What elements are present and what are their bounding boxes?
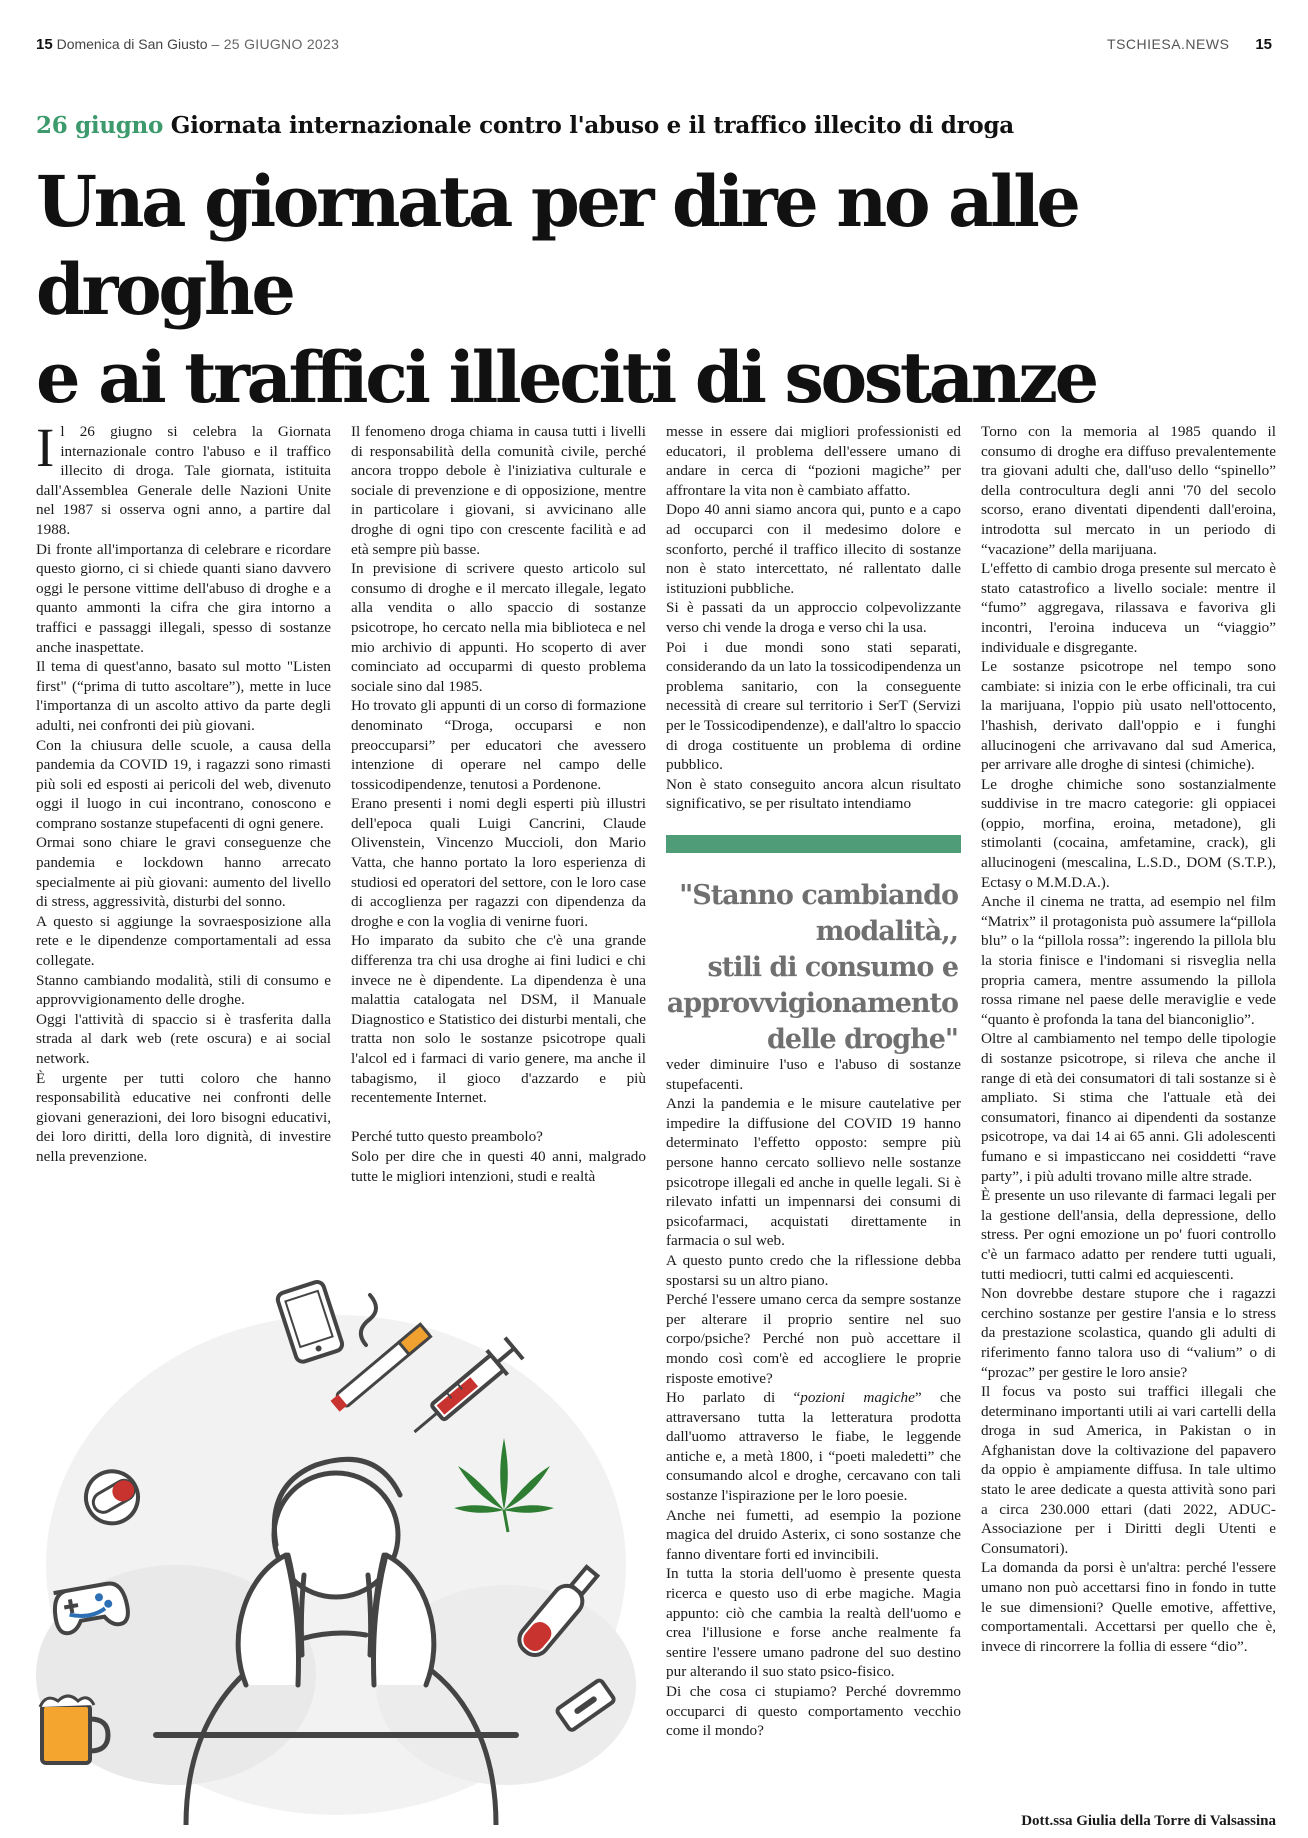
- paragraph: Solo per dire che in questi 40 anni, malgrado tutte le migliori intenzioni, studi e realtà: [351, 1147, 646, 1185]
- paragraph: messe in essere dai migliori professionisti ed educatori, il problema dell'essere umano di andare in cerca di “pozioni magiche” per affrontare la vita non è cambiato affatto.: [666, 423, 961, 499]
- paragraph: È presente un uso rilevante di farmaci legali per la gestione dell'ansia, della depressione, dello stress. Per ogni emozione un po' fuori controllo c'è un farmaco adatto per rendere tutti uguali, tutti mediocri, tutti calmi ed acquiescenti.: [981, 1187, 1276, 1283]
- paragraph: Le droghe chimiche sono sostanzialmente suddivise in tre macro categorie: gli oppiacei (oppio, morfina, eroina, metadone), gli stimolanti (cocaina, amfetamine, crack), gli allucinogeni (mescalina, L.S.D., DOM (S.T.P.), Ectasy o M.M.D.A.).: [981, 775, 1276, 891]
- kicker-text: Giornata internazionale contro l'abuso e il traffico illecito di droga: [170, 112, 1014, 139]
- kicker: [36, 112, 1014, 139]
- article-column-3-bottom: [666, 1055, 961, 1741]
- paragraph: Anzi la pandemia e le misure cautelative per impedire la diffusione del COVID 19 hanno determinato l'effetto opposto: sempre più persone hanno cercato sollievo nelle sostanze psicotrope illegali ed anche in quelle legali. Si è rilevato infatti un impennarsi dei consumi di psicofarmaci, acquistati direttamente in farmacia o sul web.: [666, 1095, 961, 1250]
- paragraph: Il focus va posto sui traffici illegali che determinano importanti utili ai vari cartelli della droga in sud America, in Pakistan o in Afghanistan dove la coltivazione del papavero da oppio è ampiamente diffusa. In tale ultimo stato le aree dedicate a questa attività sono pari a circa 230.000 ettari (dati 2022, ADUC-Associazione per i Diritti degli Utenti e Consumatori).: [981, 1383, 1276, 1557]
- publication-name: Domenica di San Giusto: [56, 36, 208, 52]
- paragraph: Con la chiusura delle scuole, a causa della pandemia da COVID 19, i ragazzi sono rimasti più soli ed esposti ai pericoli del web, divenuto oggi il luogo in cui incontrano, conoscono e comprano sostanze stupefacenti di ogni genere.: [36, 736, 331, 832]
- paragraph: Torno con la memoria al 1985 quando il consumo di droghe era diffuso prevalentemente tra giovani adulti che, dall'uso dello “spinello” della controcultura degli anni '70 del secolo scorso, erano diventati dipendenti dall'eroina, introdotta sul mercato in un periodo di “vacazione” della marijuana.: [981, 423, 1276, 558]
- running-header: [36, 36, 1272, 60]
- paragraph: Ho trovato gli appunti di un corso di formazione denominato “Droga, occuparsi e non preoccuparsi” per educatori che avessero intenzione di operare nel campo delle tossicodipendenze, tenutosi a Pordenone.: [351, 697, 646, 793]
- paragraph: A questo si aggiunge la sovraesposizione alla rete e le dipendenze comportamentali ad essa collegate.: [36, 912, 331, 970]
- article-column-1: [36, 417, 331, 1167]
- paragraph: Il tema di quest'anno, basato sul motto "Listen first" (“prima di tutto ascoltare”), mette in luce l'importanza di un ascolto attivo da parte degli adulti, nei confronti dei più giovani.: [36, 658, 331, 734]
- article-column-3-top: [666, 422, 961, 814]
- headline: [36, 158, 1276, 422]
- paragraph: Il fenomeno droga chiama in causa tutti i livelli di responsabilità della comunità civile, perché ancora troppo debole è l'iniziativa culturale e sociale di prevenzione e di opposizione, mentre in particolare i giovani, si avvicinano alle droghe di ogni tipo con crescente facilità e ad età sempre più basse.: [351, 423, 646, 558]
- pull-quote-bar: [666, 835, 961, 853]
- page-number-right: 15: [1255, 36, 1272, 53]
- paragraph: Dopo 40 anni siamo ancora qui, punto e a capo ad occuparci con il medesimo dolore e sconforto, perché il traffico illecito di sostanze non è stato intercettato, né rallentato dalle istituzioni pubbliche.: [666, 501, 961, 597]
- paragraph: Le sostanze psicotrope nel tempo sono cambiate: si inizia con le erbe officinali, tra cui la marijuana, l'oppio più usato nell'ottocento, l'hashish, derivato dall'oppio e i funghi allucinogeni che arrivavano dal sud America, per arrivare alle droghe di sintesi (chimiche).: [981, 658, 1276, 774]
- drop-cap: I: [36, 417, 55, 478]
- headline-line-1: Una giornata per dire no alle droghe: [36, 160, 1078, 331]
- paragraph: Oltre al cambiamento nel tempo delle tipologie di sostanze psicotrope, si rileva che anche il range di età dei consumatori di tali sostanze si è ampliato. Si stima che l'attuale età dei consumatori, financo ai dipendenti da sostanze psicotrope, va dai 14 ai 65 anni. Gli adolescenti fumano e si impasticcano nei cosiddetti “rave party”, i più adulti trovano mille altre strade.: [981, 1030, 1276, 1185]
- paragraph: Poi i due mondi sono stati separati, considerando da un lato la tossicodipendenza un problema sanitario, con la conseguente necessità di creare sul territorio i SerT (Servizi per le Tossicodipendenze), e dall'altro lo spaccio di droga costituente un problema di ordine pubblico.: [666, 638, 961, 774]
- paragraph: Ho parlato di “pozioni magiche” che attraversano tutta la letteratura prodotta dall'uomo attraverso le fiabe, le leggende antiche e, a metà 1800, i “poeti maledetti” che consumando alcol e droghe, cercavano con tali sostanze l'ispirazione per le loro poesie.: [666, 1389, 961, 1505]
- illustration-drug-abuse: [36, 1255, 646, 1825]
- paragraph: Non dovrebbe destare stupore che i ragazzi cerchino sostanze per gestire l'ansia e lo stress da prestazione scolastica, quando gli adulti di riferimento fanno talora uso di “valium” o di “prozac” per gestire le loro ansie?: [981, 1285, 1276, 1381]
- kicker-date: 26 giugno: [36, 112, 164, 139]
- paragraph: Anche nei fumetti, ad esempio la pozione magica del druido Asterix, ci sono sostanze che fanno diventare forti ed invincibili.: [666, 1506, 961, 1563]
- header-left: 15 Domenica di San Giusto – 25 GIUGNO 2023: [36, 36, 340, 53]
- paragraph: In previsione di scrivere questo articolo sul consumo di droghe e il mercato illegale, legato alla vendita o allo spaccio di sostanze psicotrope, ho cercato nella mia biblioteca e nel mio archivio di appunti. Ho scoperto di aver cominciato ad occuparmi di questo problema sociale sino dal 1985.: [351, 560, 646, 695]
- paragraph: L'effetto di cambio droga presente sul mercato è stato catastrofico a livello sociale: mentre il “fumo” aggregava, rilassava e favoriva gli incontri, l'eroina induceva un “viaggio” individuale e disgregante.: [981, 560, 1276, 656]
- paragraph: È urgente per tutti coloro che hanno responsabilità educative nei confronti delle giovani generazioni, dei loro bisogni educativi, dei loro diritti, della loro dignità, di investire nella prevenzione.: [36, 1069, 331, 1165]
- issue-date: 25 GIUGNO 2023: [223, 36, 340, 52]
- page-number-left: 15: [36, 36, 53, 53]
- paragraph: Il 26 giugno si celebra la Giornata internazionale contro l'abuso e il traffico illecito di droga. Tale giornata, istituita dall'Assemblea Generale delle Nazioni Unite nel 1987 si osserva ogni anno, a partire dal 1988.: [36, 417, 331, 538]
- paragraph: Oggi l'attività di spaccio si è trasferita dalla strada al dark web (rete oscura) e ai social network.: [36, 1010, 331, 1067]
- paragraph: Perché l'essere umano cerca da sempre sostanze per alterare il proprio sentire nel suo corpo/psiche? Perché non può accettare il mondo così com'è ed accogliere le proprie risposte emotive?: [666, 1291, 961, 1387]
- paragraph: Di fronte all'importanza di celebrare e ricordare questo giorno, ci si chiede quanti siano davvero oggi le persone vittime dell'abuso di droghe e a quanto ammonti la cifra che gira intorno a traffici e passaggi illegali, spesso di sostanze anche inaspettate.: [36, 540, 331, 656]
- paragraph: In tutta la storia dell'uomo è presente questa ricerca e questo uso di erbe magiche. Magia appunto: ciò che cambia la realtà dell'uomo e crea l'illusione e forse anche realmente fa sentire l'essere umano padrone del suo destino pur alterando il suo stato psico-fisico.: [666, 1565, 961, 1681]
- header-right: [1107, 36, 1272, 53]
- paragraph: Erano presenti i nomi degli esperti più illustri dell'epoca quali Luigi Cancrini, Claude Olivenstein, Vincenzo Muccioli, don Mario Vatta, che hanno portato la loro esperienza di studiosi ed operatori del settore, con le loro case di accoglienza per ragazzi con dipendenza da droghe e con la voglia di venirne fuori.: [351, 795, 646, 930]
- paragraph: Non è stato conseguito ancora alcun risultato significativo, se per risultato intendiamo: [666, 775, 961, 813]
- paragraph: A questo punto credo che la riflessione debba spostarsi su un altro piano.: [666, 1251, 961, 1289]
- article-column-4: [981, 422, 1276, 1656]
- pull-quote: "Stanno cambiando modalità,, stili di consumo e approvvigionamento delle droghe": [666, 880, 958, 1055]
- paragraph: Si è passati da un approccio colpevolizzante verso chi vende la droga e verso chi la usa.: [666, 599, 961, 636]
- paragraph: Perché tutto questo preambolo?: [351, 1128, 543, 1146]
- paragraph: veder diminuire l'uso e l'abuso di sostanze stupefacenti.: [666, 1056, 961, 1093]
- article-column-2: [351, 422, 646, 1186]
- headline-line-2: e ai traffici illeciti di sostanze: [36, 336, 1096, 419]
- paragraph: Stanno cambiando modalità, stili di consumo e approvvigionamento delle droghe.: [36, 971, 331, 1009]
- site-name: TSCHIESA.NEWS: [1107, 36, 1230, 52]
- paragraph: Ormai sono chiare le gravi conseguenze che pandemia e lockdown hanno arrecato specialmente ai più giovani: aumento del livello di stress, aggressività, disturbi del sonno.: [36, 834, 331, 911]
- paragraph: Di che cosa ci stupiamo? Perché dovremmo occuparci di questo comportamento vecchio come il mondo?: [666, 1683, 961, 1740]
- paragraph: Anche il cinema ne tratta, ad esempio nel film “Matrix” il protagonista può assumere la“pillola blu” o la “pillola rossa”: ingerendo la pillola blu la storia finisce e l'indomani si risveglia nella propria camera, mentre assumendo la pillola rossa rimane nel paese delle meraviglie e vede “quanto è profonda la tana del bianconiglio”.: [981, 893, 1276, 1028]
- author-byline: Dott.ssa Giulia della Torre di Valsassina: [1021, 1813, 1276, 1829]
- paragraph: La domanda da porsi è un'altra: perché l'essere umano non può accettarsi fino in fondo in tutte le sue dimensioni? Quelle emotive, affettive, comportamentali. Accettarsi per quello che è, invece di rincorrere la follia di essere “dio”.: [981, 1559, 1276, 1655]
- paragraph: Ho imparato da subito che c'è una grande differenza tra chi usa droghe ai fini ludici e chi invece ne è dipendente. La dipendenza è una malattia catalogata nel DSM, il Manuale Diagnostico e Statistico dei disturbi mentali, che tratta non solo le sostanze psicotrope quali l'alcol ed i farmaci di vario genere, ma anche il tabagismo, il gioco d'azzardo e più recentemente Internet.: [351, 932, 646, 1107]
